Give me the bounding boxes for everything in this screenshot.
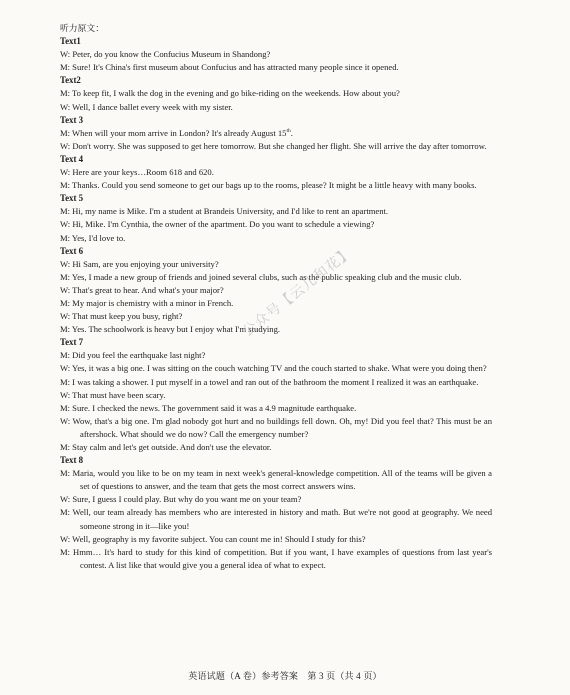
dialogue-line: M: My major is chemistry with a minor in French. [60, 297, 234, 308]
page-footer: 英语试题（A 卷）参考答案 第 3 页（共 4 页） [188, 671, 382, 681]
dialogue-line: W: Hi Sam, are you enjoying your university? [60, 258, 219, 269]
dialogue-line: M: Sure. I checked the news. The government said it was a 4.9 magnitude earthquake. [60, 402, 357, 413]
dialogue-line: W: Here are your keys…Room 618 and 620. [60, 167, 214, 178]
dialogue-line: W: Hi, Mike. I'm Cynthia, the owner of the apartment. Do you want to schedule a viewing? [60, 219, 375, 230]
transcript-heading: 听力原文： [60, 23, 104, 33]
dialogue-line: W: That must keep you busy, right? [60, 311, 183, 322]
dialogue-line: W: That must have been scary. [60, 389, 166, 400]
section-title: Text1 [60, 36, 81, 47]
section-title: Text 7 [60, 337, 84, 348]
dialogue-line: W: Peter, do you know the Confucius Museum in Shandong? [60, 49, 271, 60]
dialogue-line: M: Well, our team already has members who are interested in history and math. But we're not good at geography. We need someone strong in it—like you! [60, 507, 492, 531]
section-title: Text 4 [60, 153, 84, 164]
section-title: Text 3 [60, 114, 84, 125]
dialogue-line: M: Yes, I made a new group of friends and joined several clubs, such as the public speaking club and the music club. [60, 271, 462, 282]
section-title: Text2 [60, 75, 81, 86]
dialogue-line: W: Wow, that's a big one. I'm glad nobody got hurt and no buildings fell down. Oh, my! Did you feel that? This must be an aftershock. What should we do now? Call the emergency number? [60, 415, 492, 439]
section-title: Text 5 [60, 193, 84, 204]
dialogue-line: M: Did you feel the earthquake last night? [60, 350, 206, 361]
section-title: Text 6 [60, 245, 84, 256]
dialogue-line: M: Stay calm and let's get outside. And don't use the elevator. [60, 442, 272, 452]
dialogue-line: M: Hi, my name is Mike. I'm a student at Brandeis University, and I'd like to rent an apartment. [60, 206, 389, 217]
watermark-text: 公众号【云儿和花】 [239, 244, 357, 340]
dialogue-line: M: When will your mom arrive in London? It's already August 15th. [60, 127, 293, 138]
dialogue-line: W: Yes, it was a big one. I was sitting on the couch watching TV and the couch started to shake. What were you doing then? [60, 363, 487, 374]
dialogue-line: M: Hmm… It's hard to study for this kind of competition. But if you want, I have examples of questions from last year's contest. A list like that would give you a general idea of what to expect. [60, 546, 492, 570]
dialogue-line: M: Maria, would you like to be on my team in next week's general-knowledge competition. All of the teams will be given a set of questions to answer, and the team that gets the most correct answers wins. [60, 468, 492, 492]
dialogue-line: M: Yes. The schoolwork is heavy but I enjoy what I'm studying. [60, 324, 281, 335]
dialogue-line: M: To keep fit, I walk the dog in the evening and go bike-riding on the weekends. How about you? [60, 88, 400, 99]
dialogue-line: M: I was taking a shower. I put myself in a towel and ran out of the bathroom the moment I realized it was an earthquake. [60, 376, 479, 387]
dialogue-line: M: Thanks. Could you send someone to get our bags up to the rooms, please? It might be a little heavy with many books. [60, 180, 477, 191]
dialogue-line: W: Well, geography is my favorite subject. You can count me in! Should I study for this? [60, 533, 366, 544]
section-title: Text 8 [60, 455, 84, 466]
dialogue-line: M: Sure! It's China's first museum about Confucius and has attracted many people since it opened. [60, 62, 399, 73]
dialogue-line: W: Sure, I guess I could play. But why do you want me on your team? [60, 494, 302, 505]
dialogue-line: M: Yes, I'd love to. [60, 232, 126, 243]
dialogue-line: W: Well, I dance ballet every week with my sister. [60, 101, 233, 112]
dialogue-line: W: Don't worry. She was supposed to get here tomorrow. But she changed her flight. She will arrive the day after tomorrow. [60, 140, 487, 151]
dialogue-line: W: That's great to hear. And what's your major? [60, 284, 224, 295]
